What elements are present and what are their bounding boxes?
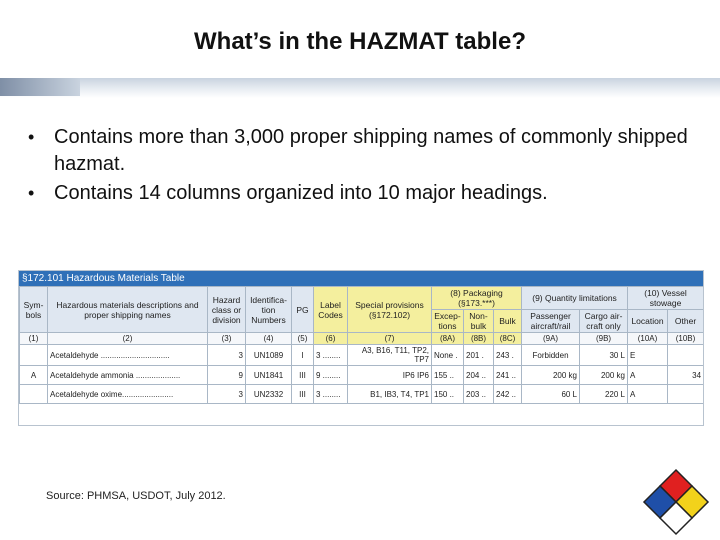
cell-special-provisions: B1, IB3, T4, TP1 — [348, 385, 432, 404]
column-number: (8B) — [464, 333, 494, 345]
cell-pg: III — [292, 366, 314, 385]
cell-hazard-class: 3 — [208, 385, 246, 404]
cell-description: Acetaldehyde ammonia .................... — [48, 366, 208, 385]
column-number: (3) — [208, 333, 246, 345]
cell-hazard-class: 9 — [208, 366, 246, 385]
table-row — [20, 345, 704, 366]
table-row — [20, 366, 704, 385]
cell-exceptions: 155 .. — [432, 366, 464, 385]
col-header-pg: PG — [292, 287, 314, 333]
cell-id-number: UN1089 — [246, 345, 292, 366]
column-number: (2) — [48, 333, 208, 345]
bullet-icon: • — [28, 127, 35, 147]
col-header-location: Location — [628, 310, 668, 333]
bullet-text: Contains 14 columns organized into 10 major headings. — [54, 182, 548, 204]
hazmat-table-image — [18, 270, 704, 426]
cell-other — [668, 345, 704, 366]
cell-non-bulk: 201 . — [464, 345, 494, 366]
col-header-exceptions: Excep-tions — [432, 310, 464, 333]
bullet-list — [28, 124, 688, 209]
col-header-id-numbers: Identifica-tion Numbers — [246, 287, 292, 333]
table-row — [20, 385, 704, 404]
col-header-descriptions: Hazardous materials descriptions and proper shipping names — [48, 287, 208, 333]
cell-location: A — [628, 385, 668, 404]
cell-non-bulk: 203 .. — [464, 385, 494, 404]
cell-symbol: A — [20, 366, 48, 385]
column-number: (6) — [314, 333, 348, 345]
col-header-label-codes: Label Codes — [314, 287, 348, 333]
col-header-other: Other — [668, 310, 704, 333]
bullet-item — [28, 180, 688, 207]
cell-id-number: UN1841 — [246, 366, 292, 385]
cell-hazard-class: 3 — [208, 345, 246, 366]
column-number: (10A) — [628, 333, 668, 345]
cell-non-bulk: 204 .. — [464, 366, 494, 385]
cell-other: 34 — [668, 366, 704, 385]
nfpa-diamond-icon — [640, 466, 712, 538]
cell-label-codes: 3 ........ — [314, 385, 348, 404]
col-header-hazard-class: Hazard class or division — [208, 287, 246, 333]
bullet-text: Contains more than 3,000 proper shipping names of commonly shipped hazmat. — [54, 126, 688, 175]
cell-cargo: 220 L — [580, 385, 628, 404]
cell-bulk: 241 .. — [494, 366, 522, 385]
column-number: (8C) — [494, 333, 522, 345]
cell-exceptions: 150 .. — [432, 385, 464, 404]
column-number: (7) — [348, 333, 432, 345]
header-row — [20, 287, 704, 310]
col-header-symbols: Sym-bols — [20, 287, 48, 333]
header-band-accent — [0, 78, 80, 96]
cell-label-codes: 3 ........ — [314, 345, 348, 366]
cell-passenger: Forbidden — [522, 345, 580, 366]
cell-passenger: 200 kg — [522, 366, 580, 385]
cell-description: Acetaldehyde ............................... — [48, 345, 208, 366]
cell-bulk: 242 .. — [494, 385, 522, 404]
col-header-packaging: (8) Packaging (§173.***) — [432, 287, 522, 310]
col-header-special-provisions: Special provisions (§172.102) — [348, 287, 432, 333]
header-band — [0, 78, 720, 98]
slide-title: What’s in the HAZMAT table? — [194, 28, 526, 55]
cell-label-codes: 9 ........ — [314, 366, 348, 385]
cell-symbol — [20, 345, 48, 366]
cell-symbol — [20, 385, 48, 404]
hazmat-table — [19, 286, 704, 404]
bullet-icon: • — [28, 183, 35, 203]
column-number: (9B) — [580, 333, 628, 345]
cell-exceptions: None . — [432, 345, 464, 366]
cell-location: A — [628, 366, 668, 385]
cell-location: E — [628, 345, 668, 366]
col-header-vessel: (10) Vessel stowage — [628, 287, 704, 310]
cell-other — [668, 385, 704, 404]
cell-id-number: UN2332 — [246, 385, 292, 404]
cell-bulk: 243 . — [494, 345, 522, 366]
cell-pg: III — [292, 385, 314, 404]
col-header-bulk: Bulk — [494, 310, 522, 333]
col-header-quantity: (9) Quantity limitations — [522, 287, 628, 310]
cell-passenger: 60 L — [522, 385, 580, 404]
column-number: (9A) — [522, 333, 580, 345]
column-number: (1) — [20, 333, 48, 345]
column-number: (4) — [246, 333, 292, 345]
cell-cargo: 200 kg — [580, 366, 628, 385]
column-number: (10B) — [668, 333, 704, 345]
column-number: (5) — [292, 333, 314, 345]
col-header-non-bulk: Non-bulk — [464, 310, 494, 333]
cell-pg: I — [292, 345, 314, 366]
cell-description: Acetaldehyde oxime....................... — [48, 385, 208, 404]
cell-special-provisions: IP6 IP6 — [348, 366, 432, 385]
column-number-row — [20, 333, 704, 345]
col-header-passenger: Passenger aircraft/rail — [522, 310, 580, 333]
source-citation: Source: PHMSA, USDOT, July 2012. — [46, 490, 226, 502]
table-title: §172.101 Hazardous Materials Table — [19, 271, 703, 286]
column-number: (8A) — [432, 333, 464, 345]
cell-cargo: 30 L — [580, 345, 628, 366]
cell-special-provisions: A3, B16, T11, TP2, TP7 — [348, 345, 432, 366]
bullet-item — [28, 124, 688, 178]
col-header-cargo: Cargo air-craft only — [580, 310, 628, 333]
